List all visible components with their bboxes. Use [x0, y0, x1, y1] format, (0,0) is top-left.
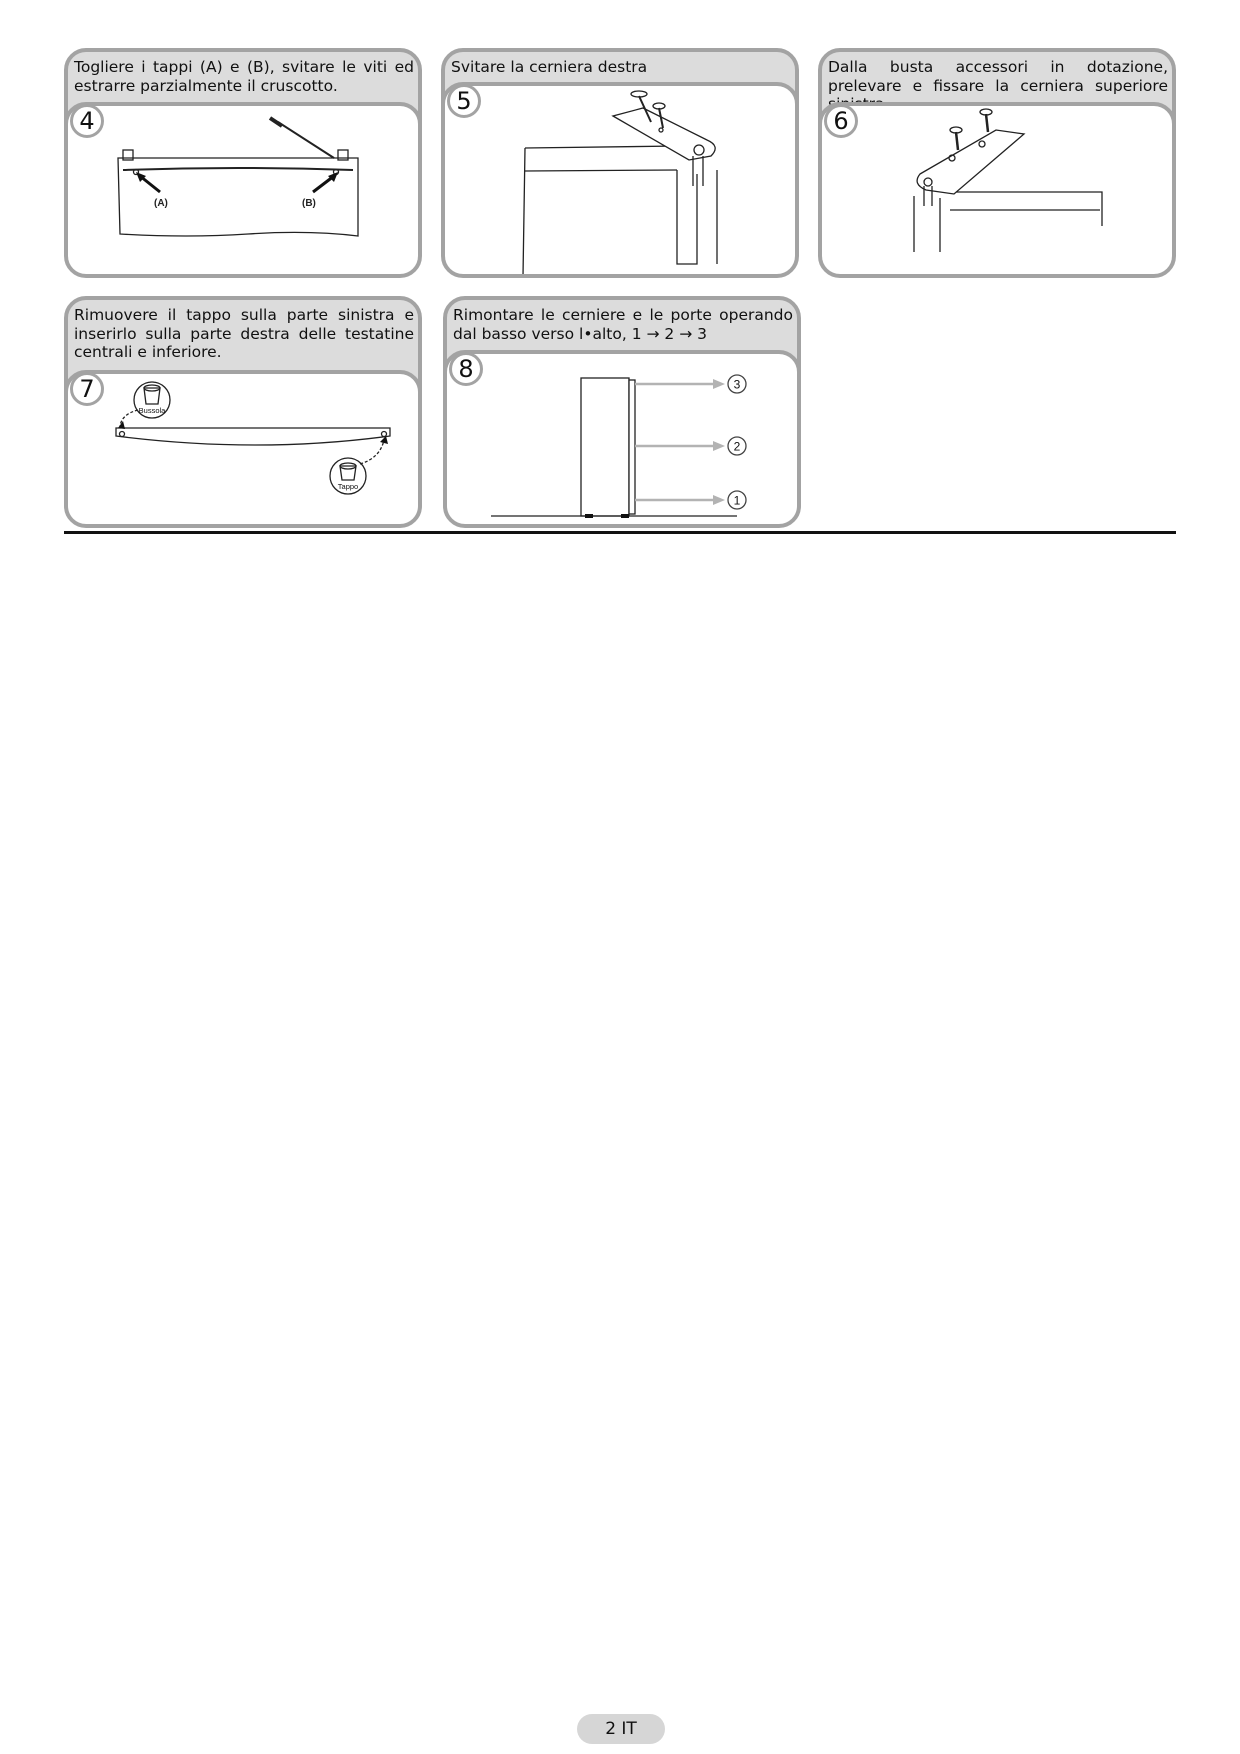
step-6-illustration [822, 106, 1176, 278]
step-7-figure-panel [64, 370, 422, 528]
label-tappo: Tappo [337, 482, 359, 491]
step-7-number: 7 [70, 372, 104, 406]
step-5-number: 5 [447, 84, 481, 118]
step-5-card [441, 48, 799, 278]
step-7-caption: Rimuovere il tappo sulla parte sinistra e inserirlo sulla parte destra delle testatine centrali e inferiore. [74, 306, 414, 361]
step-8-illustration [447, 354, 801, 528]
marker-three: 3 [733, 377, 741, 392]
label-a: (A) [154, 198, 168, 209]
step-6-caption: Dalla busta accessori in dotazione, prelevare e fissare la cerniera superiore [828, 58, 1168, 95]
step-6-card [818, 48, 1176, 278]
marker-two: 2 [733, 439, 741, 454]
marker-one: 1 [733, 493, 741, 508]
label-bussola: Bussola [138, 406, 166, 415]
step-8-card [443, 296, 801, 528]
step-5-caption: Svitare la cerniera destra [451, 58, 648, 76]
section-divider [64, 531, 1176, 534]
step-5-figure-panel [441, 82, 799, 278]
label-b: (B) [302, 198, 316, 209]
step-7-illustration [68, 374, 422, 528]
step-4-caption: Togliere i tappi (A) e (B), svitare le viti ed estrarre parzialmente il cruscotto. [74, 58, 414, 95]
step-4-card [64, 48, 422, 278]
step-6-figure-panel [818, 102, 1176, 278]
step-8-number: 8 [449, 352, 483, 386]
step-6-number: 6 [824, 104, 858, 138]
step-5-illustration [445, 86, 799, 278]
step-4-illustration [68, 106, 422, 278]
step-8-caption: Rimontare le cerniere e le porte operando dal basso verso l•alto, 1 → 2 → 3 [453, 306, 793, 343]
step-7-card [64, 296, 422, 528]
step-4-figure-panel [64, 102, 422, 278]
page-number-badge: 2 IT [577, 1714, 665, 1744]
step-4-number: 4 [70, 104, 104, 138]
step-8-figure-panel [443, 350, 801, 528]
